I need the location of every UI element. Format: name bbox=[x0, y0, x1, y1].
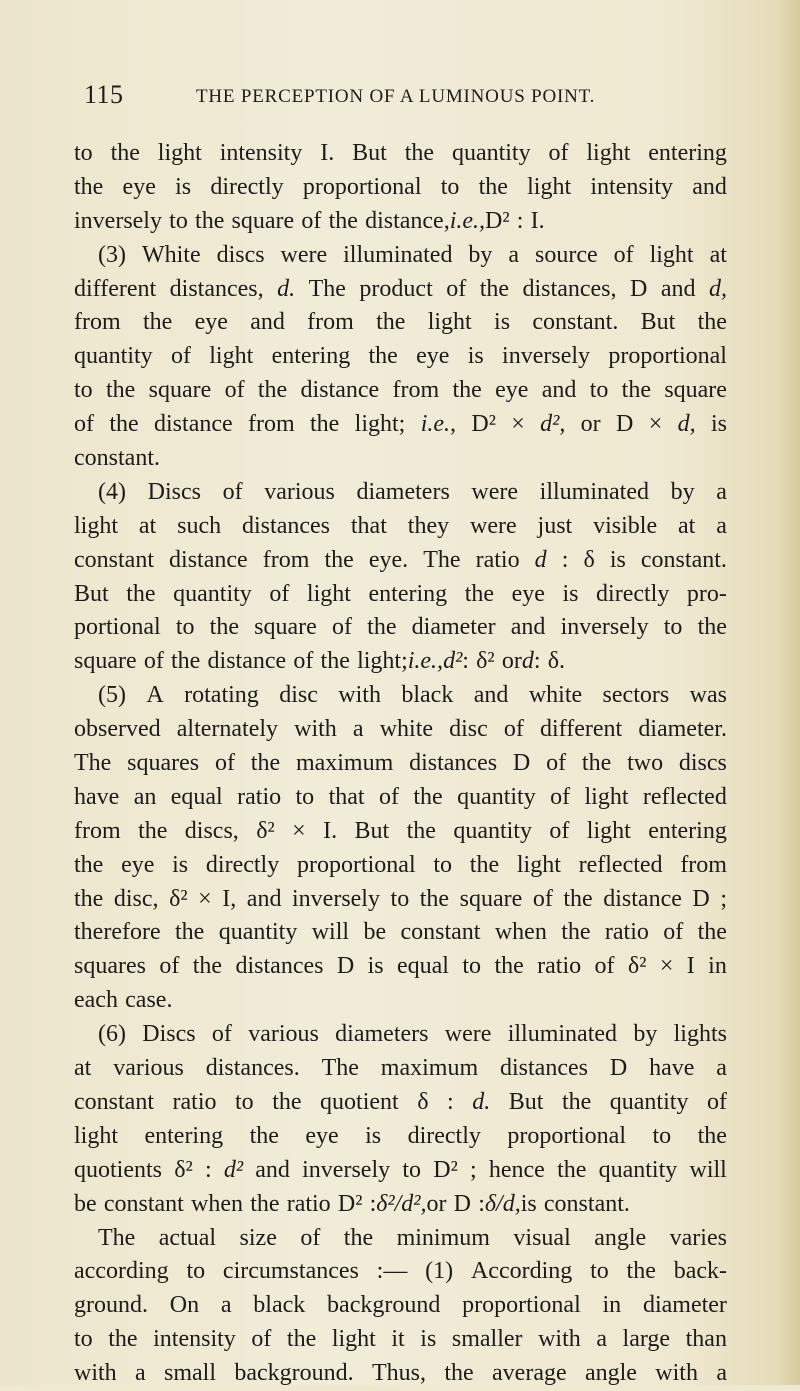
text-line: (6) Discs of various diameters were illuminated by lights bbox=[98, 1021, 727, 1048]
text-line: quantity of light entering the eye is inversely proportional bbox=[74, 343, 727, 370]
text-line: to the light intensity I. But the quantity of light entering bbox=[74, 140, 727, 166]
text-line: the disc, δ² × I, and inversely to the square of the distance D ; bbox=[74, 885, 727, 912]
text-line: (5) A rotating disc with black and white sectors was bbox=[98, 682, 727, 709]
text-line: constant ratio to the quotient δ : d. But the quantity of bbox=[74, 1088, 727, 1115]
text-line: from the eye and from the light is constant. But the bbox=[74, 309, 727, 336]
text-line: to the square of the distance from the eye and to the square bbox=[74, 377, 727, 404]
text-line: quotients δ² : d² and inversely to D² ; hence the quantity will bbox=[74, 1156, 727, 1183]
text-line: ground. On a black background proportional in diameter bbox=[74, 1292, 727, 1319]
text-line: inversely to the square of the distance, i.e., D² : I. bbox=[74, 207, 545, 234]
text-line: with a small background. Thus, the average angle with a bbox=[74, 1360, 727, 1387]
text-line: constant distance from the eye. The ratio d : δ is constant. bbox=[74, 546, 727, 573]
text-line: light at such distances that they were just visible at a bbox=[74, 512, 727, 539]
page-number: 115 bbox=[84, 80, 124, 109]
text-line: according to circumstances :— (1) According to the back- bbox=[74, 1258, 727, 1285]
text-line: light entering the eye is directly proportional to the bbox=[74, 1122, 727, 1149]
text-line: of the distance from the light; i.e., D² × d², or D × d, is bbox=[74, 411, 727, 438]
text-line: at various distances. The maximum distances D have a bbox=[74, 1055, 727, 1082]
page-header bbox=[84, 80, 714, 120]
text-line: The actual size of the minimum visual angle varies bbox=[98, 1224, 727, 1251]
text-line: portional to the square of the diameter and inversely to the bbox=[74, 614, 727, 641]
text-line: therefore the quantity will be constant when the ratio of the bbox=[74, 919, 727, 946]
text-line: the eye is directly proportional to the light intensity and bbox=[74, 173, 727, 200]
running-head: THE PERCEPTION OF A LUMINOUS POINT. bbox=[196, 86, 596, 107]
text-line: square of the distance of the light; i.e., d² : δ² or d : δ. bbox=[74, 648, 565, 675]
text-line: observed alternately with a white disc of different diameter. bbox=[74, 716, 727, 743]
text-line: different distances, d. The product of the distances, D and d, bbox=[74, 275, 727, 302]
text-line: (4) Discs of various diameters were illuminated by a bbox=[98, 478, 727, 505]
text-line: each case. bbox=[74, 987, 173, 1014]
text-line: to the intensity of the light it is smaller with a large than bbox=[74, 1326, 727, 1353]
body-text bbox=[74, 137, 727, 1391]
text-line: squares of the distances D is equal to the ratio of δ² × I in bbox=[74, 953, 727, 980]
text-line: from the discs, δ² × I. But the quantity of light entering bbox=[74, 817, 727, 844]
text-line: (3) White discs were illuminated by a source of light at bbox=[98, 241, 727, 268]
text-line: constant. bbox=[74, 445, 160, 472]
text-line: have an equal ratio to that of the quantity of light reflected bbox=[74, 783, 727, 810]
text-line: The squares of the maximum distances D of the two discs bbox=[74, 750, 727, 777]
text-line: But the quantity of light entering the eye is directly pro- bbox=[74, 580, 727, 607]
text-line: be constant when the ratio D² : δ²/d², or D : δ/d, is constant. bbox=[74, 1190, 630, 1217]
text-line: the eye is directly proportional to the light reflected from bbox=[74, 851, 727, 878]
